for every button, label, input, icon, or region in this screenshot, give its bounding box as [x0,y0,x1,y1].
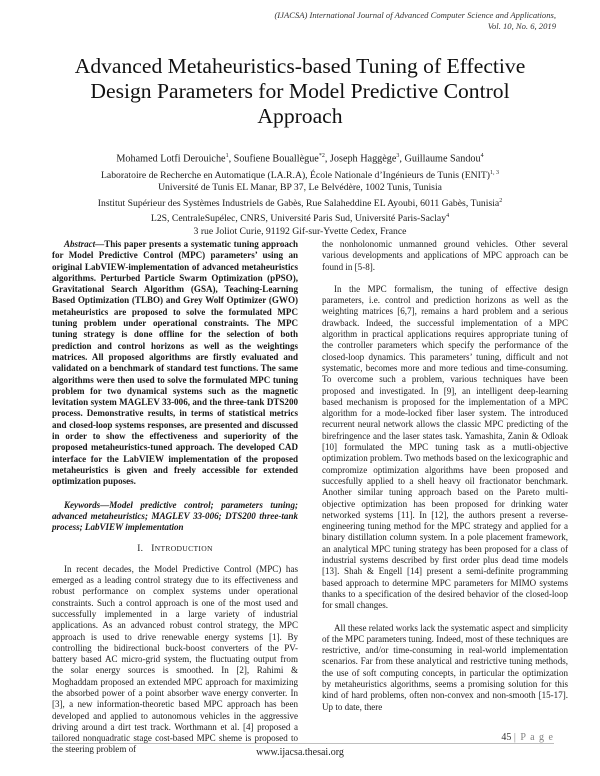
page-number: 45 | P a g e [501,732,554,743]
abstract [52,239,298,488]
author-list: Mohamed Lotfi Derouiche$^1$, Soufiene Bouallègue$^{*2}$, Joseph Haggège$^3$, Guillaume Sandou$^4$ [116,153,484,165]
keywords-lead: Keywords [64,499,101,510]
footer-divider [50,743,554,744]
intro-paragraph-3: All these related works lack the systematic aspect and simplicity of the MPC parameters tuning. Indeed, most of these techniques are restrictive, and/or time-consuming in real-world implementation scenarios. Far from these analytical and restrictive tuning methods, the use of soft computing concepts, in particular the optimization by metaheuristics algorithms, seems a promising solution for this kind of hard problems, often non-convex and non-smooth [15-17]. Up to date, there [322,622,568,712]
author-1: Mohamed Lotfi Derouiche [116,153,226,165]
journal-volume: Vol. 10, No. 6, 2019 [487,21,556,31]
title-line-1: Advanced Metaheuristics-based Tuning of Effective [74,54,526,78]
section-heading-introduction: I. INTRODUCTION [137,544,213,555]
affiliation-line-2: Université de Tunis EL Manar, BP 37, Le Belvédère, 1002 Tunis, Tunisia [158,182,442,194]
journal-name: (IJACSA) International Journal of Advanced Computer Science and Applications, [274,10,556,20]
right-column [322,239,568,713]
author-1-sup: 1 [225,153,229,159]
abstract-lead: Abstract [64,239,96,249]
keywords [52,500,298,534]
title-line-3: Approach [257,104,343,128]
abstract-text: —This paper presents a systematic tuning approach for Model Predictive Control (MPC) parameters’ using an original LabVIEW-implementation of advanced metaheuristics algorithms. Perturbed Particle Swarm Optimization (pPSO), Gravitational Search Algorithm (GSA), Teaching-Learning Based Optimization (TLBO) and Grey Wolf Optimizer (GWO) metaheuristics are proposed to solve the formulated MPC tuning problem under operational constraints. The MPC tuning strategy is done offline for the selection of both prediction and control horizons as well as the weightings matrices. All proposed algorithms are firstly evaluated and validated on a benchmark of standard test functions. The same algorithms were then used to solve the formulated MPC tuning problem for two dynamical systems such as the magnetic levitation system MAGLEV 33-006, and the three-tank DTS200 process. Demonstrative results, in terms of statistical metrics and closed-loop systems responses, are presented and discussed in order to show the effectiveness and superiority of the proposed metaheuristics-tuned approach. The developed CAD interface for the LabVIEW implementation of the proposed metaheuristics is given and freely accessible for extended optimization puposes. [52,239,298,487]
affiliation-line-5: 3 rue Joliot Curie, 91192 Gif-sur-Yvette Cedex, France [193,226,407,238]
left-column [52,239,298,756]
intro-paragraph-1: In recent decades, the Model Predictive Control (MPC) has emerged as a leading control strategy due to its effectiveness and robust performance on complex systems under operational constraints. Such a control approach is one of the most used and successfully implemented in a large variety of industrial applications. As an advanced robust control strategy, the MPC approach is used to drive renewable energy systems [1]. By controlling the bidirectional buck-boost converters of the PV-battery based AC micro-grid system, the fluctuating output from the solar energy sources is smoothed. In [2], Rahimi & Moghaddam proposed an extended MPC approach for maximizing the absorbed power of a point absorber wave energy converter. In [3], a new information-theoretic based MPC approach has been developed and applied to autonomous vehicles in the aggressive driving around a dirt test track. Worthmann et al. [4] proposed a tailored nonquadratic stage cost-based MPC sheme is proposed to the steering problem of [52,563,298,755]
author-4: Guillaume Sandou [404,153,481,165]
intro-paragraph-1-continued: the nonholonomic unmanned ground vehicles. Other several various developments and applications of MPC approach can be found in [5-8]. [322,239,568,272]
keywords-text: —Model predictive control; parameters tuning; advanced metaheuristics; MAGLEV 33-006; DTS200 three-tank process; LabVIEW implementation [52,499,298,533]
author-3: Joseph Haggège [329,153,397,165]
intro-paragraph-2: In the MPC formalism, the tuning of effective design parameters, i.e. control and prediction horizons as well as the weighting matrices [6,7], remains a hard problem and a serious drawback. Indeed, the successful implementation of a MPC algorithm in practical applications requires appropriate tuning of the controller parameters which specify the performance of the closed-loop dynamics. This parameters’ tuning, difficult and not systematic, becomes more and more tedious and time-consuming. To overcome such a problem, various techniques have been proposed and investigated. In [9], an intelligent deep-learning based mechanism is proposed for the implementation of a MPC algorithm for a mode-locked fiber laser system. The introduced recurrent neural network allows the classic MPC predicting of the birefringence and the laser states task. Yamashita, Zanin & Odloak [10] formulated the MPC tuning task as a mutli-objective optimization problem. Two methods based on the lexicographic and compromize optimization algorithms have been proposed and succesfully applied to a shell heavy oil fractionator benchmark. Another similar tuning approach based on the Pareto multi-objective optimization has been proposed for drinking water networked systems [11]. In [12], the authors present a reverse-engineering tuning method for the MPC strategy and applied for a binary distillation column system. In a pole placement framework, an analytical MPC tuning strategy has been proposed for a class of industrial systems described by first order plus dead time models [13]. Shah & Engell [14] present a semi-definite programming based approach to determine MPC parameters for MIMO systems thanks to a specification of the desired behavior of the closed-loop for small changes. [322,283,568,611]
author-4-sup: 4 [480,153,484,159]
journal-header [236,10,556,32]
affiliation-line-4: L2S, CentraleSupélec, CNRS, Université Paris Sud, Université Paris-Saclay$^4$ [150,213,450,225]
affiliation-line-3: Institut Supérieur des Systèmes Industriels de Gabès, Rue Salaheddine EL Ayoubi, 6011 Gabès, Tunisia$^2$ [97,197,503,210]
author-block [30,150,570,239]
title-line-2: Design Parameters for Model Predictive Control [90,79,510,103]
author-3-sup: 3 [396,153,400,159]
footer-url[interactable]: www.ijacsa.thesai.org [256,747,344,758]
author-2: Soufiene Bouallègue [233,153,319,165]
affiliation-line-1: Laboratoire de Recherche en Automatique (LA.R.A), École Nationale d’Ingénieurs de Tunis (ENIT)$^{1, 3}$ [101,169,499,182]
paper-title [40,54,560,129]
author-2-sup: *2 [318,153,325,159]
